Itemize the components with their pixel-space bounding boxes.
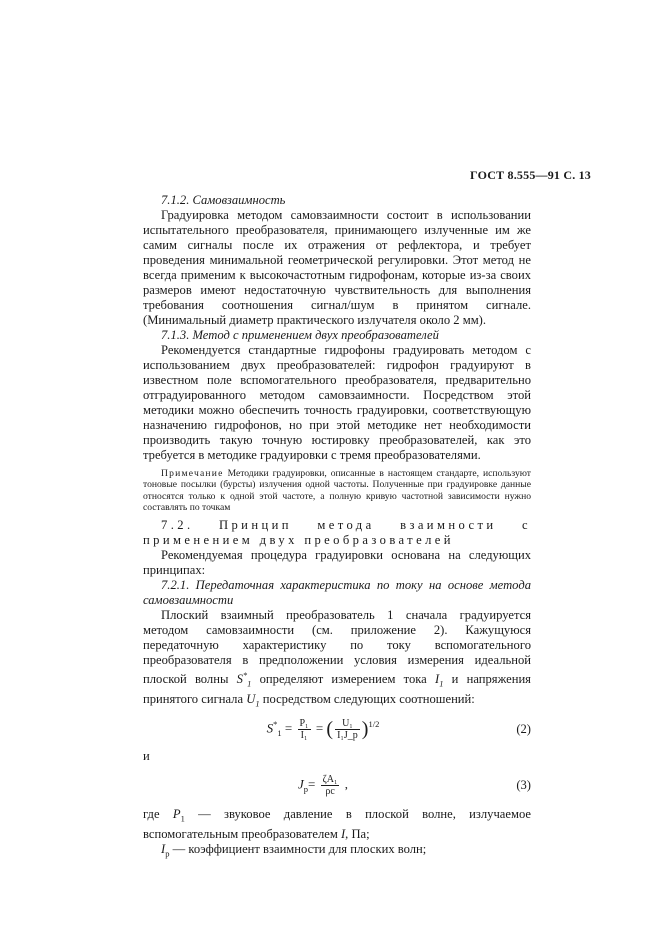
paragraph-7-1-3: Рекомендуется стандартные гидрофоны градуировать методом с использованием двух преобразователей: гидрофон градуируют в известном поле вспомогательного преобразователя, предварительно отградуированного методом самовзаимности. Посредством этой методики можно обеспечить точность градуировки, соответствующую назначению гидрофонов, но при этой методике нет необходимости производить такую точную юстировку преобразователей, как это требуется в методике градуировки с тремя преобразователями. — [143, 343, 531, 462]
symbol-s1-star: $S^*_1$ — [236, 670, 252, 689]
symbol-u1: $U_1$ — [246, 691, 260, 709]
note-text: Методики градуировки, описанные в настоящем стандарте, используют тоновые посылки (бурсты) излучения одной частоты. Полученные при градуировке данные относятся только к одной этой частоте, а полную кривую частотной зависимости нужно составлять по точкам — [143, 468, 531, 513]
note-paragraph — [143, 468, 531, 513]
equation-2 — [143, 717, 531, 741]
equation-2-number: (2) — [516, 721, 531, 736]
paragraph-7-2-1-part-a: Плоский взаимный преобразователь 1 сначала градуируется методом самовзаимности (см. приложение 2). Кажущуюся передаточную характеристику по току вспомогательного преобразователя в предположении условия измерения идеальной плоской волны — [143, 608, 531, 687]
paragraph-7-2-1-part-d: посредством следующих соотношений: — [262, 691, 475, 706]
symbol-i1: $I_1$ — [434, 672, 444, 689]
conjunction-and: и — [143, 749, 150, 764]
paragraph-7-2-1-part-b: определяют измерением тока — [259, 672, 427, 687]
equation-3-formula: $J_p=$ $\frac{\text{ζA₁}}{\rho c}$ , — [298, 774, 348, 798]
paragraph-7-1-2: Градуировка методом самовзаимности состоит в использовании испытательного преобразователя, принимающего излученные им же самим сигналы после их отражения от рефлектора, и требует проведения минимальной геометрической регулировки. Этот метод не всегда применим к высокочастотным гидрофонам, которые из-за своих размеров имеют недостаточную чувствительность для выполнения требования соотношения сигнал/шум в принятом сигнале. (Минимальный диаметр практического излучателя около 2 мм). — [143, 208, 531, 327]
equation-2-formula: $S^*_1$ = $\frac{\text{P₁}}{\text{I₁}}$ = ( $\frac{\text{U₁}}{\text{I₁J\_p}}$ )$^{1/2}$ — [266, 718, 380, 742]
heading-7-2-1: 7.2.1. Передаточная характеристика по току на основе метода самовзаимности — [143, 578, 531, 608]
note-label: Примечание — [161, 468, 224, 479]
definition-ip: $I_p$ — коэффициент взаимности для плоских волн; — [161, 841, 427, 859]
paragraph-7-2-1-part-c: и напряжения принятого сигнала — [143, 672, 531, 706]
definition-p1: где $P_1$ — звуковое давление в плоской волне, излучаемое вспомогательным преобразователем I, Па; — [143, 807, 531, 841]
paragraph-7-2-1 — [143, 608, 531, 711]
equation-3-number: (3) — [516, 778, 531, 793]
document-body — [143, 193, 531, 861]
heading-7-2: 7.2. Принцип метода взаимности с применением двух преобразователей — [143, 518, 531, 548]
heading-7-1-2: 7.1.2. Самовзаимность — [161, 193, 286, 207]
paragraph-7-2: Рекомендуемая процедура градуировки основана на следующих принципах: — [143, 548, 531, 578]
heading-7-1-3: 7.1.3. Метод с применением двух преобразователей — [161, 328, 439, 342]
equation-3 — [143, 774, 531, 797]
page-header-doc-ref: ГОСТ 8.555—91 С. 13 — [470, 168, 591, 182]
